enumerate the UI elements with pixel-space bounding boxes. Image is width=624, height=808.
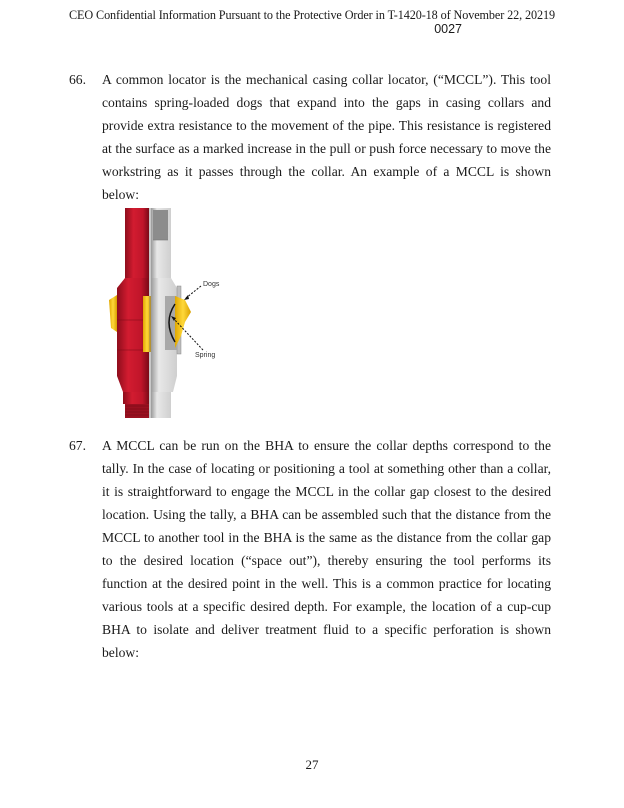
paragraph-66 xyxy=(69,68,551,206)
mccl-illustration xyxy=(95,200,245,425)
right-dog xyxy=(175,296,191,348)
spring-label: Spring xyxy=(195,352,216,359)
bates-number: 0027 xyxy=(434,22,462,36)
paragraph-number: 67. xyxy=(69,438,86,453)
paragraph-67 xyxy=(69,434,551,664)
mccl-figure xyxy=(95,200,245,425)
paragraph-text: A common locator is the mechanical casing collar locator, (“MCCL”). This tool contains spring-loaded dogs that expand into the gaps in casing collars and provide extra resistance to the movement of the pipe. This resistance is registered at the surface as a marked increase in the pull or push force necessary to move the workstring as it passes through the collar. An example of a MCCL is shown below: xyxy=(102,72,551,202)
dogs-label: Dogs xyxy=(203,281,220,288)
left-dog xyxy=(109,295,117,332)
paragraph-text: A MCCL can be run on the BHA to ensure the collar depths correspond to the tally. In the case of locating or positioning a tool at something other than a collar, it is straightforward to engage the MCCL in the collar gap closest to the desired location. Using the tally, a BHA can be assembled such that the distance from the MCCL to another tool in the BHA is the same as the distance from the collar gap to the desired location (“space out”), thereby ensuring the tool performs its function at the desired point in the well. This is a common practice for locating various tools at a specific desired depth. For example, the location of a cup-cup BHA to isolate and deliver treatment fluid to a specific perforation is shown below: xyxy=(102,438,551,660)
confidential-header: CEO Confidential Information Pursuant to the Protective Order in T-1420-18 of November 22, 20219 xyxy=(69,8,555,22)
page-number: 27 xyxy=(305,757,319,772)
paragraph-number: 66. xyxy=(69,72,86,87)
